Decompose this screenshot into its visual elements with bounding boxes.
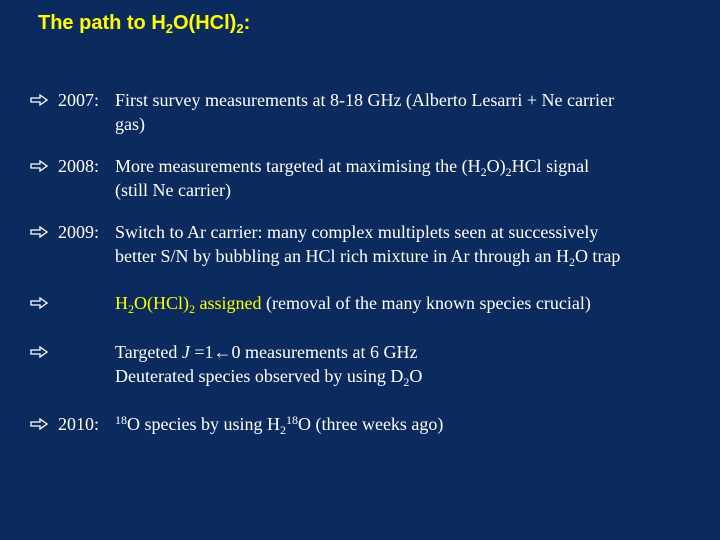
item-year: 2008: [58,156,100,176]
highlighted-text: $H_2O(HCl)_2$ assigned [115,293,262,316]
right-arrow-icon [30,412,48,436]
item-text: $H_2O(HCl)_2$ assigned (removal of the many known species crucial) [115,293,591,316]
item-text: Switch to Ar carrier: many complex multiplets seen at successively better S/N by bubbling an HCl rich mixture in Ar through an $H_2O$ trap [115,222,621,269]
right-arrow-icon [30,291,48,315]
item-year: 2007: [58,90,100,110]
item-year: 2009: [58,222,100,242]
right-arrow-icon [30,220,48,244]
item-text: Targeted J =1←0 measurements at 6 GHz Deuterated species observed by using $D_2O$ [115,342,423,389]
right-arrow-icon [30,340,48,364]
item-text: First survey measurements at 8-18 GHz (Alberto Lesarri + Ne carrier gas) [115,90,614,134]
item-text: More measurements targeted at maximising the $(H_2O)_2HCl$ signal (still Ne carrier) [115,156,590,200]
item-text: $^{18}$O species by using $H_2^{18}O$ (three weeks ago) [115,413,444,437]
item-year: 2010: [58,414,100,434]
right-arrow-icon [30,88,48,112]
right-arrow-icon [30,154,48,178]
page-title: The path to $H_2O(HCl)_2$: [38,12,251,36]
